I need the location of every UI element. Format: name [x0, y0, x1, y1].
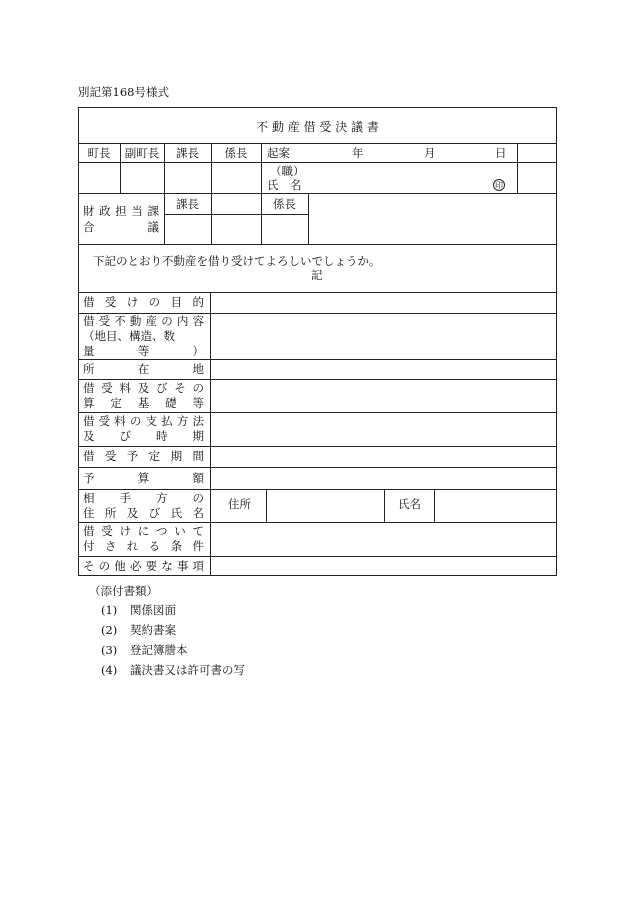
form-title: 不 動 産 借 受 決 議 書	[256, 120, 379, 134]
char: び	[156, 380, 168, 395]
char: の	[192, 380, 204, 395]
char: そ	[83, 558, 95, 573]
char: 課	[147, 204, 159, 218]
char: 定	[110, 395, 122, 410]
seal-mark: 印	[495, 181, 503, 190]
char: の	[192, 490, 204, 505]
char: 料	[114, 414, 126, 428]
char: 要	[145, 558, 158, 573]
char: 期	[192, 429, 204, 443]
char: 時	[156, 429, 168, 443]
subsection-chief-label: 係長	[224, 146, 248, 160]
char: に	[137, 524, 150, 538]
char: 名	[192, 505, 204, 520]
char: 予	[126, 449, 139, 463]
row-label	[83, 451, 204, 463]
finance-label-line2	[83, 222, 159, 234]
char: び	[119, 429, 131, 443]
row-label	[83, 313, 204, 328]
char: 容	[192, 313, 204, 328]
attachment-item: 登記簿謄本	[130, 643, 188, 657]
row-label	[83, 380, 204, 395]
counterparty-name-label: 氏名	[398, 497, 421, 511]
char: 支	[145, 414, 158, 428]
row-divider	[78, 379, 557, 380]
char: 相	[83, 490, 95, 505]
name-label: 氏 名	[267, 178, 302, 192]
row-divider	[78, 467, 557, 468]
row-divider	[78, 489, 557, 490]
char: の	[98, 558, 111, 573]
char: 在	[137, 361, 150, 376]
char: 定	[148, 449, 161, 463]
char: 所	[104, 505, 117, 520]
char: 受	[104, 449, 117, 463]
char: 及	[126, 505, 139, 520]
attachment-number: (4)	[101, 663, 118, 677]
attachment-number: (1)	[101, 603, 118, 617]
char: の	[148, 295, 161, 309]
char: ）	[192, 343, 204, 358]
row-label	[83, 416, 204, 428]
char: 内	[176, 313, 189, 328]
row-label	[83, 297, 204, 309]
char: 算	[83, 395, 95, 410]
char: 動	[129, 313, 142, 328]
char: 基	[137, 395, 150, 410]
char: 議	[147, 220, 159, 234]
char: て	[192, 524, 204, 538]
attachment-item: 関係図面	[130, 603, 176, 617]
char: 等	[192, 395, 204, 410]
char: 借	[83, 295, 95, 309]
char: 担	[115, 204, 127, 218]
row-label	[83, 395, 204, 410]
char: 方	[156, 490, 168, 505]
char: そ	[174, 380, 186, 395]
char: 事	[176, 558, 189, 573]
char: 借	[83, 449, 95, 463]
char: 地	[192, 361, 204, 376]
char: 予	[83, 470, 95, 485]
char: 付	[83, 539, 95, 553]
char: 額	[192, 470, 204, 485]
row-divider	[78, 359, 557, 360]
char: 借	[83, 414, 95, 428]
intro-text: 下記のとおり不動産を借り受けてよろしいでしょうか。	[93, 254, 381, 268]
char: 不	[114, 313, 126, 328]
ki-label: 記	[311, 268, 323, 282]
char: 産	[145, 313, 158, 328]
char: 及	[83, 429, 95, 443]
char: 受	[98, 313, 111, 328]
char: れ	[126, 539, 139, 553]
day-label: 日	[495, 146, 507, 160]
char: 必	[129, 558, 142, 573]
finance-subsection-chief-label: 係長	[273, 197, 296, 211]
char: 目	[170, 295, 183, 309]
row-label	[83, 343, 204, 358]
char: 他	[114, 558, 126, 573]
char: 借	[83, 524, 95, 538]
char: 払	[161, 414, 173, 428]
char: の	[161, 313, 173, 328]
deputy-mayor-label: 副町長	[124, 146, 160, 160]
finance-label-line1	[83, 206, 159, 218]
row-divider	[78, 412, 557, 413]
char: さ	[104, 539, 117, 553]
char: 手	[119, 490, 131, 505]
char: 等	[137, 343, 150, 358]
char: 当	[131, 204, 143, 218]
char: 料	[119, 380, 131, 395]
row-label	[83, 361, 204, 376]
row-label	[83, 431, 204, 443]
year-label: 年	[352, 146, 364, 160]
char: 氏	[170, 505, 183, 520]
char: 財	[83, 204, 95, 218]
char: 所	[83, 361, 95, 376]
char: の	[129, 414, 142, 428]
char: 及	[137, 380, 150, 395]
char: 算	[137, 470, 150, 485]
row-label	[83, 541, 204, 553]
draft-label: 起案	[267, 146, 290, 160]
finance-section-chief-label: 課長	[176, 197, 199, 211]
row-label	[83, 526, 204, 538]
char: 礎	[165, 395, 177, 410]
char: 間	[192, 449, 204, 463]
char: 受	[101, 380, 113, 395]
char: る	[148, 539, 161, 553]
char: な	[161, 558, 173, 573]
row-divider	[78, 556, 557, 557]
char: 法	[192, 414, 204, 428]
char: 件	[192, 539, 204, 553]
row-label	[83, 490, 204, 505]
town-mayor-label: 町長	[87, 146, 111, 160]
row-label	[83, 558, 204, 573]
section-chief-label: 課長	[176, 146, 199, 160]
char: 量	[83, 343, 95, 358]
position-label: （職）	[270, 164, 305, 178]
char: び	[148, 505, 161, 520]
char: 方	[176, 414, 189, 428]
char: 住	[83, 505, 95, 520]
char: 的	[192, 295, 204, 309]
char: 期	[170, 449, 183, 463]
attachment-item: 議決書又は許可書の写	[130, 663, 245, 677]
char: け	[126, 295, 139, 309]
char: 借	[83, 380, 95, 395]
row-label	[83, 470, 204, 485]
char: 受	[101, 524, 113, 538]
month-label: 月	[424, 146, 436, 160]
char: つ	[156, 524, 168, 538]
row-label: （地目、構造、数	[83, 328, 175, 343]
char: 政	[99, 204, 111, 218]
char: 受	[98, 414, 111, 428]
char: 受	[104, 295, 117, 309]
attachment-number: (3)	[101, 643, 118, 657]
char: 項	[192, 558, 204, 573]
char: け	[119, 524, 131, 538]
form-number: 別記第168号様式	[78, 85, 169, 99]
attachments-heading: （添付書類）	[89, 584, 158, 598]
row-divider	[78, 446, 557, 447]
char: 合	[83, 220, 95, 234]
counterparty-address-label: 住所	[228, 497, 251, 511]
row-divider	[78, 522, 557, 523]
char: 借	[83, 313, 95, 328]
attachment-number: (2)	[101, 623, 118, 637]
row-label	[83, 505, 204, 520]
attachment-item: 契約書案	[130, 623, 176, 637]
char: い	[174, 524, 186, 538]
char: 条	[170, 539, 183, 553]
